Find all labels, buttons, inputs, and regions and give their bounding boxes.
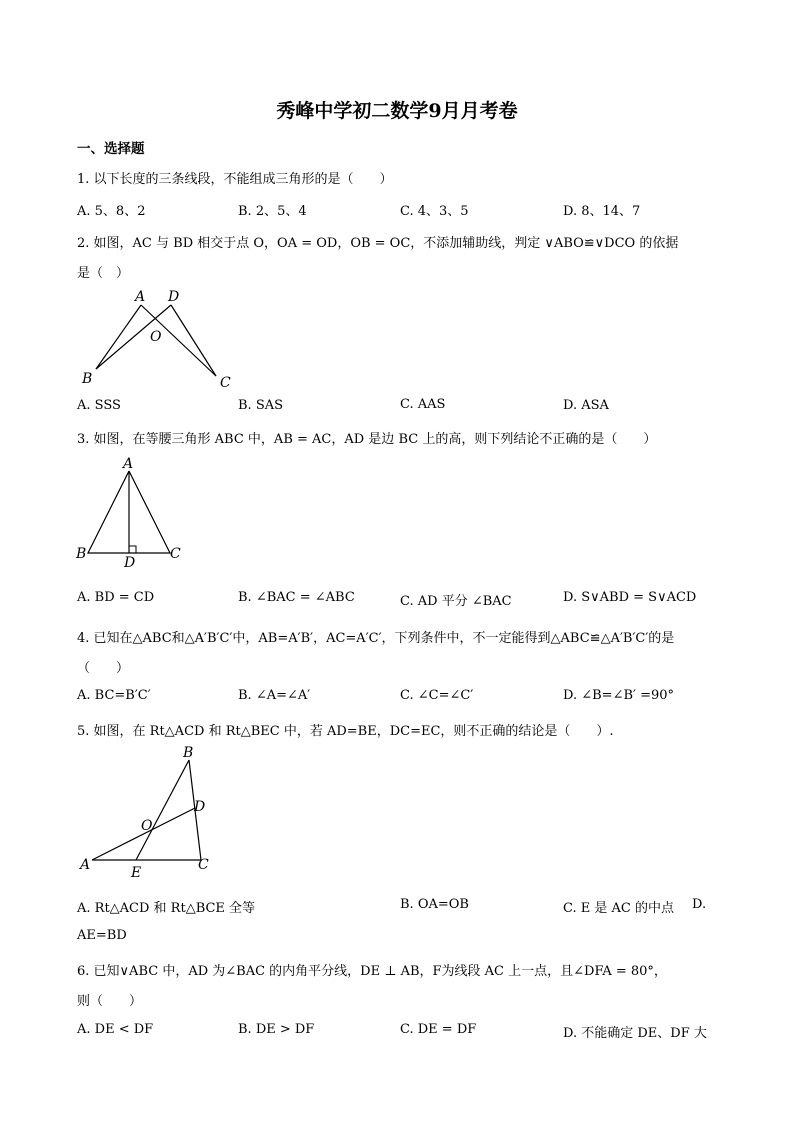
q4-option-d: D. ∠B=∠B′ =90° <box>563 688 675 703</box>
question-3-stem: 3. 如图，在等腰三角形 ABC 中，AB = AC，AD 是边 BC 上的高，则下列结论不正确的是（ ） <box>77 432 657 447</box>
question-6-stem-line1: 6. 已知∨ABC 中，AD 为∠BAC 的内角平分线，DE ⊥ AB，F为线段 AC 上一点，且∠DFA = 80°， <box>77 964 667 979</box>
q5-option-a: A. Rt△ACD 和 Rt△BCE 全等 <box>77 901 256 916</box>
q3-option-b: B. ∠BAC = ∠ABC <box>238 590 355 605</box>
q2-option-c: C. AAS <box>400 397 446 412</box>
q2-label-b: B <box>82 371 93 387</box>
q6-option-b: B. DE > DF <box>238 1022 315 1037</box>
q5-option-b: B. OA=OB <box>400 897 469 912</box>
q4-option-b: B. ∠A=∠A′ <box>238 688 311 703</box>
question-4-stem-line2: （ ） <box>77 661 130 676</box>
q3-label-c: C <box>170 546 181 562</box>
q2-option-a: A. SSS <box>77 398 121 413</box>
q5-label-a: A <box>80 857 91 873</box>
question-6-stem-line2: 则（ ） <box>77 994 143 1009</box>
q2-label-a: A <box>135 289 146 305</box>
q3-label-d: D <box>124 555 136 571</box>
q6-option-a: A. DE < DF <box>77 1022 154 1037</box>
q5-option-d: D. <box>692 897 707 912</box>
question-4-stem-line1: 4. 已知在△ABC和△A′B′C′中，AB=A′B′，AC=A′C′，下列条件中，不一定能得到△ABC≌△A′B′C′的是 <box>77 631 675 646</box>
q3-option-c: C. AD 平分 ∠BAC <box>400 594 512 609</box>
q6-option-d: D. 不能确定 DE、DF 大 <box>563 1026 707 1041</box>
q1-option-c: C. 4、3、5 <box>400 204 469 219</box>
q5-label-c: C <box>198 857 209 873</box>
q2-option-b: B. SAS <box>238 398 284 413</box>
question-2-stem-line2: 是（ ） <box>77 266 130 281</box>
q6-option-c: C. DE = DF <box>400 1022 477 1037</box>
q2-label-c: C <box>220 375 231 391</box>
question-1-stem: 1. 以下长度的三条线段，不能组成三角形的是（ ） <box>77 172 393 187</box>
q3-figure <box>74 454 194 572</box>
q1-option-d: D. 8、14、7 <box>563 204 641 219</box>
q3-option-d: D. S∨ABD = S∨ACD <box>563 590 697 605</box>
q2-label-o: O <box>150 329 162 345</box>
q2-figure <box>76 284 246 394</box>
q2-option-d: D. ASA <box>563 398 609 413</box>
page-title: 秀峰中学初二数学9月月考卷 <box>276 100 518 122</box>
q3-label-b: B <box>76 546 87 562</box>
q5-label-o: O <box>141 818 153 834</box>
q5-option-c: C. E 是 AC 的中点 <box>563 901 674 916</box>
q5-label-b: B <box>183 745 194 761</box>
q2-label-d: D <box>168 289 180 305</box>
q5-label-e: E <box>131 865 142 881</box>
q5-label-d: D <box>194 799 206 815</box>
q3-label-a: A <box>123 456 134 472</box>
q1-option-b: B. 2、5、4 <box>238 204 307 219</box>
section-heading: 一、选择题 <box>77 141 145 157</box>
q1-option-a: A. 5、8、2 <box>77 204 146 219</box>
q4-option-a: A. BC=B′C′ <box>77 688 151 703</box>
question-2-stem-line1: 2. 如图，AC 与 BD 相交于点 O，OA = OD，OB = OC，不添加辅助线，判定 ∨ABO≌∨DCO 的依据 <box>77 236 679 251</box>
question-5-stem: 5. 如图，在 Rt△ACD 和 Rt△BEC 中，若 AD=BE，DC=EC，则不正确的结论是（ ）. <box>77 724 614 739</box>
q5-option-d-continued: AE=BD <box>77 928 127 943</box>
q4-option-c: C. ∠C=∠C′ <box>400 688 474 703</box>
q5-figure <box>76 744 226 884</box>
q3-option-a: A. BD = CD <box>77 590 155 605</box>
